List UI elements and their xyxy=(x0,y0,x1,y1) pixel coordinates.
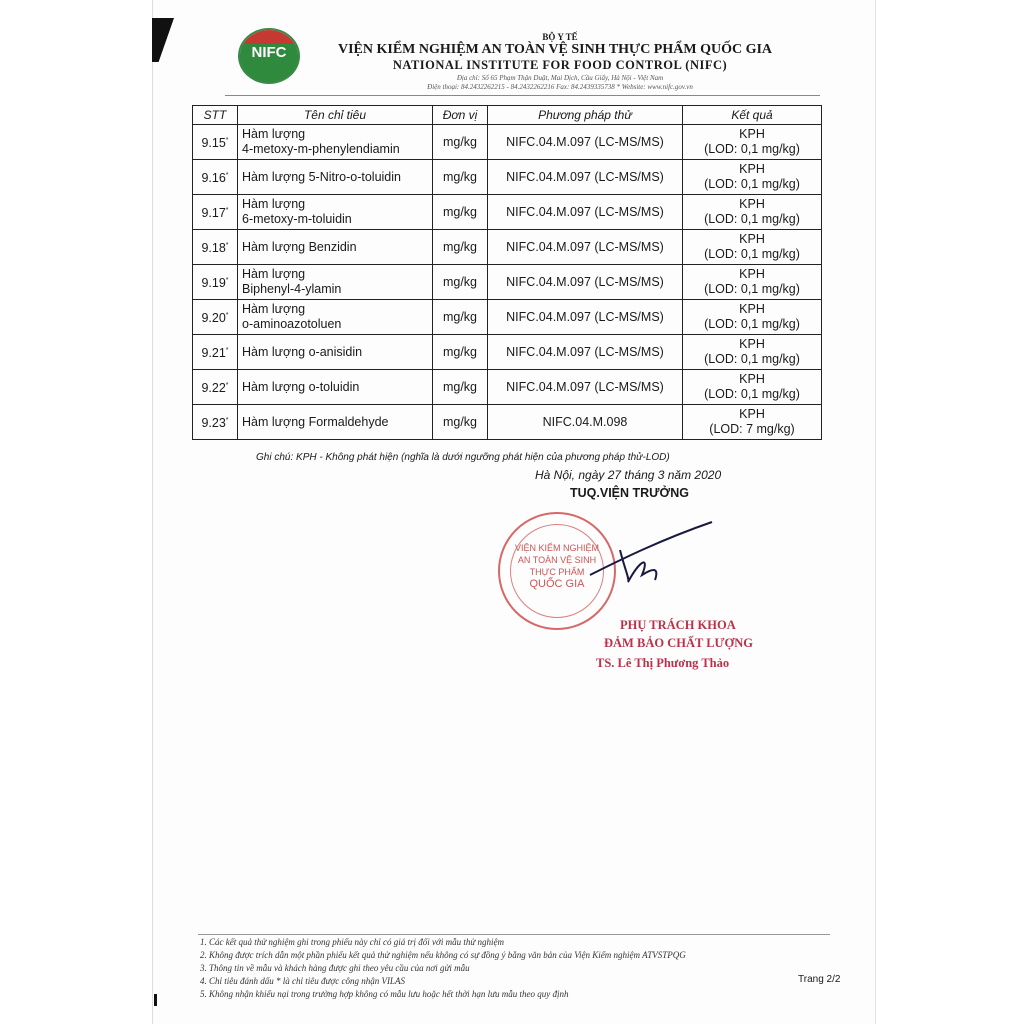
name-cell xyxy=(238,160,433,195)
stamp-line: THỰC PHẨM xyxy=(529,567,585,577)
col-unit: Đơn vị xyxy=(433,106,488,125)
method-cell: NIFC.04.M.097 (LC-MS/MS) xyxy=(488,230,683,265)
name-line: o-aminoazotoluen xyxy=(242,317,342,331)
stt-cell xyxy=(193,370,238,405)
unit-cell: mg/kg xyxy=(433,125,488,160)
stt-cell xyxy=(193,265,238,300)
result-lod: (LOD: 0,1 mg/kg) xyxy=(704,247,800,261)
table-row xyxy=(193,300,822,335)
result-cell xyxy=(683,405,822,440)
col-stt: STT xyxy=(193,106,238,125)
name-line: Hàm lượng xyxy=(242,302,306,316)
stt: 9.17 xyxy=(201,206,226,221)
unit-cell: mg/kg xyxy=(433,160,488,195)
unit-cell: mg/kg xyxy=(433,370,488,405)
signer-department: ĐẢM BẢO CHẤT LƯỢNG xyxy=(604,636,753,650)
vilas-star: * xyxy=(225,206,229,214)
method-cell: NIFC.04.M.097 (LC-MS/MS) xyxy=(488,195,683,230)
result-lod: (LOD: 0,1 mg/kg) xyxy=(704,317,800,331)
logo-text: NIFC xyxy=(240,44,298,61)
name-line: Hàm lượng xyxy=(242,127,306,141)
result-value: KPH xyxy=(739,337,765,351)
institute-name-en: NATIONAL INSTITUTE FOR FOOD CONTROL (NIFC) xyxy=(392,58,728,72)
signature xyxy=(580,520,720,590)
name-line: Hàm lượng Formaldehyde xyxy=(242,414,389,429)
method-cell: NIFC.04.M.097 (LC-MS/MS) xyxy=(488,160,683,195)
table-row xyxy=(193,335,822,370)
result-lod: (LOD: 0,1 mg/kg) xyxy=(704,177,800,191)
vilas-star: * xyxy=(225,171,229,179)
unit-cell: mg/kg xyxy=(433,195,488,230)
result-value: KPH xyxy=(739,127,765,141)
name-cell xyxy=(238,195,433,230)
institute-name-vn: VIỆN KIỂM NGHIỆM AN TOÀN VỆ SINH THỰC PHẨM QUỐC GIA xyxy=(337,42,773,57)
page-number: Trang 2/2 xyxy=(798,974,841,985)
name-cell xyxy=(238,125,433,160)
unit-cell: mg/kg xyxy=(433,405,488,440)
stt-cell xyxy=(193,300,238,335)
vilas-star: * xyxy=(225,276,229,284)
stt-cell xyxy=(193,230,238,265)
table-row xyxy=(193,230,822,265)
footer-divider xyxy=(198,934,830,935)
issue-date: Hà Nội, ngày 27 tháng 3 năm 2020 xyxy=(535,468,722,482)
vilas-star: * xyxy=(225,311,229,319)
footnote: 3. Thông tin về mẫu và khách hàng được ghi theo yêu cầu của nơi gửi mẫu xyxy=(200,963,470,973)
header-divider xyxy=(225,95,820,96)
result-cell xyxy=(683,195,822,230)
signer-name: TS. Lê Thị Phương Thảo xyxy=(596,656,730,670)
vilas-star: * xyxy=(225,346,229,354)
vilas-star: * xyxy=(225,241,229,249)
col-method: Phương pháp thử xyxy=(488,106,683,125)
result-value: KPH xyxy=(739,372,765,386)
method-cell: NIFC.04.M.097 (LC-MS/MS) xyxy=(488,335,683,370)
stt-cell xyxy=(193,125,238,160)
name-cell xyxy=(238,265,433,300)
stt-cell xyxy=(193,405,238,440)
address: Địa chỉ: Số 65 Phạm Thận Duật, Mai Dịch, Cầu Giấy, Hà Nội - Việt Nam xyxy=(456,74,664,82)
vilas-star: * xyxy=(225,381,229,389)
result-value: KPH xyxy=(739,407,765,421)
unit-cell: mg/kg xyxy=(433,335,488,370)
result-value: KPH xyxy=(739,162,765,176)
stamp-line: QUỐC GIA xyxy=(529,578,585,590)
contact-info: Điện thoại: 84.2432262215 - 84.2432262216 Fax: 84.2439335738 * Website: www.nifc.gov.vn xyxy=(427,83,693,91)
result-value: KPH xyxy=(739,197,765,211)
table-row xyxy=(193,405,822,440)
results-table xyxy=(192,105,822,440)
stamp-line: AN TOÀN VỆ SINH xyxy=(517,555,597,565)
stt: 9.21 xyxy=(201,346,226,361)
method-cell: NIFC.04.M.097 (LC-MS/MS) xyxy=(488,370,683,405)
footnote: 4. Chỉ tiêu đánh dấu * là chỉ tiêu được công nhận VILAS xyxy=(200,976,405,986)
stt: 9.18 xyxy=(201,241,226,256)
result-cell xyxy=(683,125,822,160)
name-cell xyxy=(238,405,433,440)
name-cell xyxy=(238,230,433,265)
name-line: Hàm lượng xyxy=(242,197,306,211)
method-cell: NIFC.04.M.097 (LC-MS/MS) xyxy=(488,265,683,300)
stt-cell xyxy=(193,195,238,230)
name-line: 6-metoxy-m-toluidin xyxy=(242,212,352,226)
footnote: 2. Không được trích dẫn một phần phiếu kết quả thử nghiệm nếu không có sự đồng ý bằng văn bản của Viện Kiểm nghiệm ATVSTPQG xyxy=(200,950,686,960)
name-cell xyxy=(238,300,433,335)
result-value: KPH xyxy=(739,232,765,246)
method-cell: NIFC.04.M.097 (LC-MS/MS) xyxy=(488,125,683,160)
table-header-row xyxy=(193,106,822,125)
signer-role: PHỤ TRÁCH KHOA xyxy=(620,618,736,632)
name-cell xyxy=(238,370,433,405)
stt: 9.15 xyxy=(201,136,226,151)
stt-cell xyxy=(193,160,238,195)
name-line: Biphenyl-4-ylamin xyxy=(242,282,342,296)
method-cell: NIFC.04.M.098 xyxy=(488,405,683,440)
result-cell xyxy=(683,300,822,335)
result-cell xyxy=(683,265,822,300)
result-lod: (LOD: 0,1 mg/kg) xyxy=(704,352,800,366)
stt: 9.22 xyxy=(201,381,226,396)
table-row xyxy=(193,265,822,300)
stt-cell xyxy=(193,335,238,370)
name-line: Hàm lượng o-toluidin xyxy=(242,379,360,394)
name-cell xyxy=(238,335,433,370)
name-line: Hàm lượng xyxy=(242,267,306,281)
method-cell: NIFC.04.M.097 (LC-MS/MS) xyxy=(488,300,683,335)
name-line: Hàm lượng o-anisidin xyxy=(242,344,363,359)
result-cell xyxy=(683,160,822,195)
stt: 9.20 xyxy=(201,311,226,326)
result-cell xyxy=(683,230,822,265)
result-cell xyxy=(683,370,822,405)
scan-mark xyxy=(154,994,157,1006)
name-line: Hàm lượng Benzidin xyxy=(242,239,357,254)
table-row xyxy=(193,195,822,230)
name-line: 4-metoxy-m-phenylendiamin xyxy=(242,142,400,156)
table-row xyxy=(193,125,822,160)
result-lod: (LOD: 7 mg/kg) xyxy=(709,422,795,436)
note: Ghi chú: KPH - Không phát hiện (nghĩa là dưới ngưỡng phát hiện của phương pháp thử-LOD) xyxy=(256,452,670,463)
result-lod: (LOD: 0,1 mg/kg) xyxy=(704,142,800,156)
stt: 9.16 xyxy=(201,171,226,186)
result-cell xyxy=(683,335,822,370)
unit-cell: mg/kg xyxy=(433,230,488,265)
ministry-name: BỘ Y TẾ xyxy=(542,32,578,42)
stt: 9.23 xyxy=(201,416,226,431)
result-value: KPH xyxy=(739,267,765,281)
footnote: 5. Không nhận khiếu nại trong trường hợp không có mẫu lưu hoặc hết thời hạn lưu mẫu theo quy định xyxy=(200,989,569,999)
result-lod: (LOD: 0,1 mg/kg) xyxy=(704,387,800,401)
result-value: KPH xyxy=(739,302,765,316)
unit-cell: mg/kg xyxy=(433,265,488,300)
col-result: Kết quả xyxy=(683,106,822,125)
authority-title: TUQ.VIỆN TRƯỞNG xyxy=(570,486,689,500)
table-row xyxy=(193,370,822,405)
name-line: Hàm lượng 5-Nitro-o-toluidin xyxy=(242,169,401,184)
result-lod: (LOD: 0,1 mg/kg) xyxy=(704,282,800,296)
vilas-star: * xyxy=(225,416,229,424)
table-row xyxy=(193,160,822,195)
stamp-line: VIỆN KIỂM NGHIỆM xyxy=(514,543,599,553)
vilas-star: * xyxy=(225,136,229,144)
result-lod: (LOD: 0,1 mg/kg) xyxy=(704,212,800,226)
stt: 9.19 xyxy=(201,276,226,291)
col-name: Tên chỉ tiêu xyxy=(238,106,433,125)
unit-cell: mg/kg xyxy=(433,300,488,335)
footnote: 1. Các kết quả thử nghiệm ghi trong phiếu này chỉ có giá trị đối với mẫu thử nghiệm xyxy=(200,937,504,947)
